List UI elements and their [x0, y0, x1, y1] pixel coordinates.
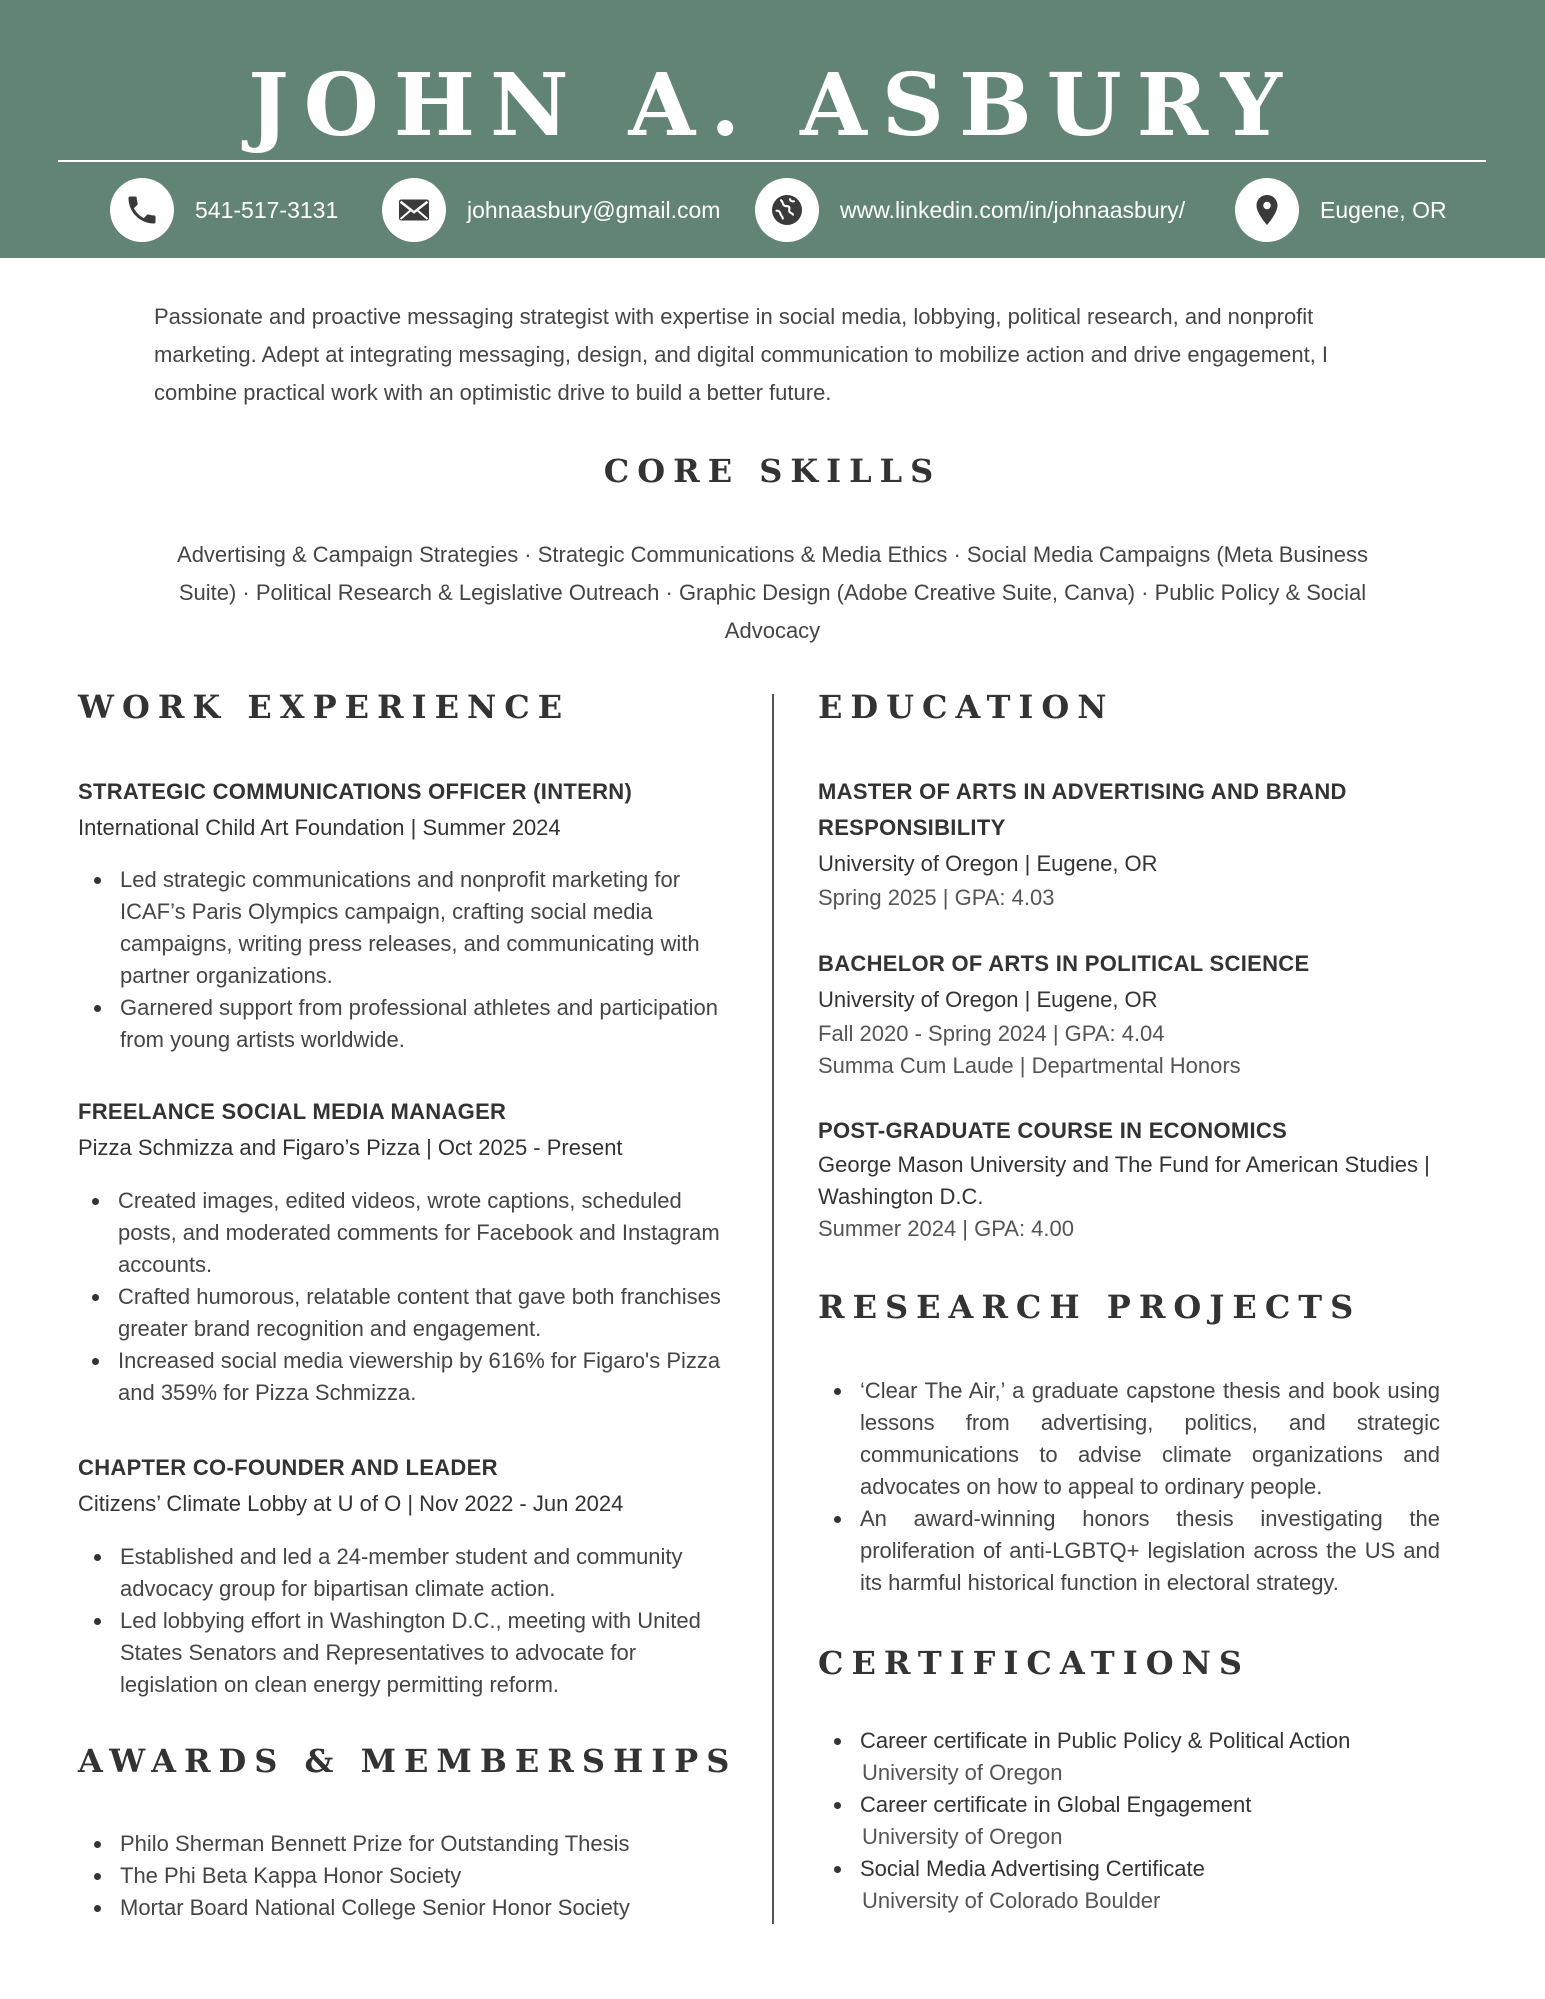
email-icon — [382, 178, 446, 242]
location-pin-icon — [1235, 178, 1299, 242]
degree-honors: Summa Cum Laude | Departmental Honors — [818, 1053, 1241, 1078]
contact-phone — [110, 177, 338, 243]
education-heading: EDUCATION — [818, 688, 1115, 726]
phone-number[interactable]: 541-517-3131 — [195, 196, 339, 223]
degree-dates: Spring 2025 | GPA: 4.03 — [818, 885, 1055, 910]
job-entry — [78, 1450, 728, 1522]
job-bullets — [78, 1185, 732, 1409]
contact-linkedin — [755, 177, 1185, 243]
job-organization: Pizza Schmizza and Figaro’s Pizza | Oct 2025 - Present — [78, 1135, 623, 1160]
degree-title: POST-GRADUATE COURSE IN ECONOMICS — [818, 1118, 1288, 1143]
email-address[interactable]: johnaasbury@gmail.com — [467, 196, 721, 223]
school-name: George Mason University and The Fund for American Studies | Washington D.C. — [818, 1152, 1430, 1209]
job-entry — [78, 1094, 728, 1166]
job-organization: International Child Art Foundation | Summer 2024 — [78, 815, 561, 840]
professional-summary: Passionate and proactive messaging strategist with expertise in social media, lobbying, political research, and nonprofit marketing. Adept at integrating messaging, design, and digital communication to mobilize action and drive engagement, I combine practical work with an optimistic drive to build a better future. — [154, 304, 1329, 405]
phone-icon — [110, 178, 174, 242]
certifications-heading: CERTIFICATIONS — [818, 1644, 1250, 1682]
linkedin-url[interactable]: www.linkedin.com/in/johnaasbury/ — [840, 196, 1186, 223]
certifications-list — [820, 1725, 1460, 1917]
degree-dates: Summer 2024 | GPA: 4.00 — [818, 1216, 1074, 1241]
certificate-name: Social Media Advertising Certificate — [860, 1856, 1205, 1881]
certificate-issuer: University of Oregon — [862, 1760, 1063, 1785]
list-item: Created images, edited videos, wrote captions, scheduled posts, and moderated comments for Facebook and Instagram accounts. — [78, 1185, 732, 1281]
header-divider — [58, 160, 1486, 162]
column-divider — [772, 694, 774, 1924]
job-title: FREELANCE SOCIAL MEDIA MANAGER — [78, 1099, 507, 1124]
contact-location — [1235, 177, 1447, 243]
job-bullets — [80, 1541, 732, 1701]
core-skills-heading: CORE SKILLS — [603, 452, 942, 490]
job-title: STRATEGIC COMMUNICATIONS OFFICER (INTERN) — [78, 779, 633, 804]
core-skills-list: Advertising & Campaign Strategies · Strategic Communications & Media Ethics · Social Media Campaigns (Meta Business Suite) · Political Research & Legislative Outreach · Graphic Design (Adobe Creative Suite, Canva) · Public Policy & Social Advocacy — [177, 542, 1368, 643]
location-text: Eugene, OR — [1320, 196, 1447, 223]
contact-email — [382, 177, 720, 243]
work-experience-heading: WORK EXPERIENCE — [78, 688, 571, 726]
job-title: CHAPTER CO-FOUNDER AND LEADER — [78, 1455, 498, 1480]
list-item: Led lobbying effort in Washington D.C., meeting with United States Senators and Representatives to advocate for legislation on clean energy permitting reform. — [80, 1605, 732, 1701]
degree-dates: Fall 2020 - Spring 2024 | GPA: 4.04 — [818, 1021, 1165, 1046]
awards-heading: AWARDS & MEMBERSHIPS — [78, 1742, 738, 1780]
research-heading: RESEARCH PROJECTS — [818, 1288, 1362, 1326]
list-item: Established and led a 24-member student and community advocacy group for bipartisan climate action. — [80, 1541, 732, 1605]
degree-entry — [818, 774, 1458, 914]
list-item: Garnered support from professional athletes and participation from young artists worldwide. — [80, 992, 732, 1056]
awards-list — [80, 1828, 732, 1924]
header-banner — [0, 0, 1545, 258]
degree-title: MASTER OF ARTS IN ADVERTISING AND BRAND RESPONSIBILITY — [818, 779, 1347, 840]
school-name: University of Oregon | Eugene, OR — [818, 851, 1158, 876]
research-list — [820, 1375, 1440, 1599]
list-item: Mortar Board National College Senior Honor Society — [80, 1892, 732, 1924]
job-entry — [78, 774, 728, 846]
certificate-issuer: University of Colorado Boulder — [862, 1888, 1161, 1913]
certificate-issuer: University of Oregon — [862, 1824, 1063, 1849]
job-bullets — [80, 864, 732, 1056]
degree-title: BACHELOR OF ARTS IN POLITICAL SCIENCE — [818, 951, 1310, 976]
list-item: An award-winning honors thesis investigating the proliferation of anti-LGBTQ+ legislation across the US and its harmful historical function in electoral strategy. — [820, 1503, 1440, 1599]
list-item — [820, 1789, 1460, 1853]
list-item: Increased social media viewership by 616% for Figaro's Pizza and 359% for Pizza Schmizza. — [78, 1345, 732, 1409]
linkedin-icon — [755, 178, 819, 242]
school-name: University of Oregon | Eugene, OR — [818, 987, 1158, 1012]
list-item: ‘Clear The Air,’ a graduate capstone thesis and book using lessons from advertising, politics, and strategic communications to advise climate organizations and advocates on how to appeal to ordinary people. — [820, 1375, 1440, 1503]
job-organization: Citizens’ Climate Lobby at U of O | Nov 2022 - Jun 2024 — [78, 1491, 624, 1516]
list-item: Crafted humorous, relatable content that gave both franchises greater brand recognition and engagement. — [78, 1281, 732, 1345]
candidate-name: JOHN A. ASBURY — [248, 55, 1297, 156]
certificate-name: Career certificate in Global Engagement — [860, 1792, 1252, 1817]
list-item: Led strategic communications and nonprofit marketing for ICAF’s Paris Olympics campaign, crafting social media campaigns, writing press releases, and communicating with partner organizations. — [80, 864, 732, 992]
list-item: The Phi Beta Kappa Honor Society — [80, 1860, 732, 1892]
list-item: Philo Sherman Bennett Prize for Outstanding Thesis — [80, 1828, 732, 1860]
list-item — [820, 1853, 1460, 1917]
degree-entry — [818, 1113, 1458, 1245]
list-item — [820, 1725, 1460, 1789]
certificate-name: Career certificate in Public Policy & Political Action — [860, 1728, 1351, 1753]
degree-entry — [818, 946, 1458, 1082]
